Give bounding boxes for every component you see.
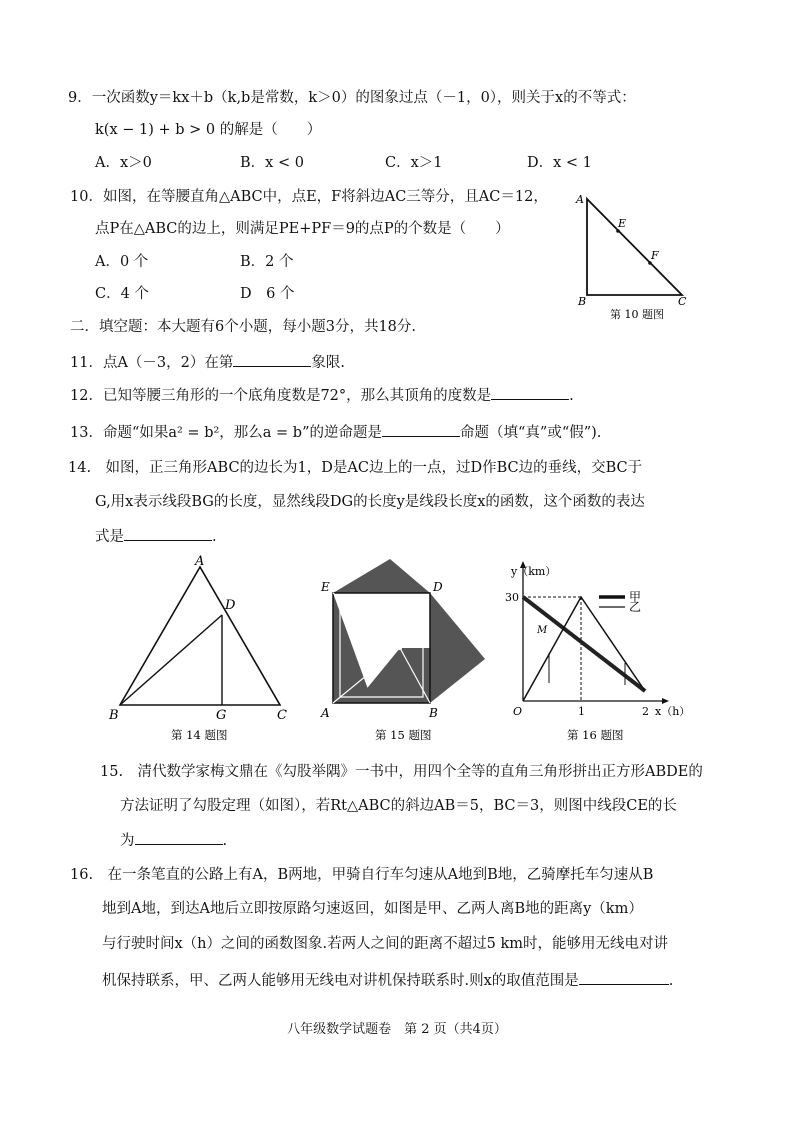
q15-label-d: D (433, 580, 443, 594)
q14-figure (105, 553, 295, 743)
q10-option-c: C．4 个 (95, 286, 149, 302)
q12-line (70, 384, 574, 406)
q9-line2: k(x − 1) + b > 0 的解是（ ） (95, 122, 322, 138)
q15-label-b: B (429, 706, 438, 720)
q13-line (70, 421, 601, 443)
q15-text-pre: 为 (120, 833, 135, 849)
q16-caption: 第 16 题图 (567, 728, 624, 742)
q10-label-f: F (651, 249, 659, 262)
q10-line2: 点P在△ABC的边上，则满足PE+PF＝9的点P的个数是（ ） (95, 221, 510, 237)
q16-figure (505, 553, 695, 743)
q15-caption: 第 15 题图 (375, 728, 432, 742)
q15-label-c: C (395, 634, 405, 648)
q14-caption: 第 14 题图 (171, 728, 228, 742)
q14-label-g: G (216, 708, 227, 723)
q16-legend-jia: 甲 (629, 590, 642, 604)
q9-option-d: D．x < 1 (527, 155, 592, 171)
q14-label-b: B (109, 708, 119, 723)
q10-option-b: B．2 个 (240, 254, 294, 270)
q16-xlabel: x（h） (655, 705, 691, 718)
q16-line4 (102, 969, 673, 991)
q16-ylabel: y（km） (511, 565, 557, 578)
q14-line3 (95, 525, 217, 547)
q15-answer-blank[interactable] (135, 829, 223, 845)
q12-text-post: . (569, 388, 574, 404)
q10-label-b: B (578, 295, 587, 308)
q16-x2: 2 (642, 705, 649, 718)
section2-heading: 二．填空题：本大题有6个小题，每小题3分，共18分. (70, 319, 417, 335)
q10-label-a: A (576, 193, 584, 206)
q9-option-c: C．x＞1 (385, 155, 443, 171)
q11-line (70, 351, 345, 373)
q12-text-pre: 12．已知等腰三角形的一个底角度数是72°，那么其顶角的度数是 (70, 388, 492, 404)
q14-line1: 14. 如图，正三角形ABC的边长为1，D是AC边上的一点，过D作BC边的垂线，交BC于 (68, 460, 643, 476)
q13-text-pre: 13．命题“如果a² = b²，那么a = b”的逆命题是 (70, 425, 382, 441)
q15-line3 (120, 829, 227, 851)
q11-text-post: 象限. (311, 355, 345, 371)
q10-option-d: D 6 个 (240, 286, 295, 302)
q9-option-a: A．x＞0 (95, 155, 152, 171)
q16-line3: 与行驶时间x（h）之间的函数图象.若两人之间的距离不超过5 km时，能够用无线电对讲 (102, 936, 668, 952)
q10-line1: 10．如图，在等腰直角△ABC中，点E，F将斜边AC三等分，且AC＝12， (70, 189, 548, 205)
q16-x1: 1 (578, 705, 585, 718)
q16-text-pre: 机保持联系，甲、乙两人能够用无线电对讲机保持联系时.则x的取值范围是 (102, 973, 579, 989)
q16-answer-blank[interactable] (579, 969, 669, 985)
q15-text-post: . (222, 833, 228, 849)
q16-origin: O (513, 705, 523, 718)
q16-line1: 16. 在一条笔直的公路上有A，B两地，甲骑自行车匀速从A地到B地，乙骑摩托车匀速从B (70, 867, 654, 883)
q14-label-c: C (277, 708, 287, 723)
q15-line2: 方法证明了勾股定理（如图），若Rt△ABC的斜边AB＝5，BC＝3，则图中线段CE的长 (120, 798, 677, 814)
q16-label-m: M (537, 625, 548, 636)
q14-text-post: . (212, 529, 217, 545)
q10-figure (570, 185, 700, 320)
q10-option-a: A．0 个 (95, 254, 149, 270)
q14-answer-blank[interactable] (124, 525, 212, 541)
q9-option-b: B．x < 0 (240, 155, 304, 171)
q13-text-post: 命题（填“真”或“假”). (460, 425, 602, 441)
q16-text-post: . (668, 973, 674, 989)
q15-label-a: A (321, 706, 330, 720)
q9-line1: 9．一次函数y＝kx＋b（k,b是常数，k＞0）的图象过点（－1，0），则关于x的不等式： (68, 90, 636, 106)
q16-line2: 地到A地，到达A地后立即按原路匀速返回，如图是甲、乙两人离B地的距离y（km） (102, 901, 643, 917)
q11-answer-blank[interactable] (233, 351, 311, 367)
q15-label-e: E (321, 580, 330, 594)
q10-caption: 第 10 题图 (610, 308, 664, 320)
q15-line1: 15. 清代数学家梅文鼎在《勾股举隅》一书中，用四个全等的直角三角形拼出正方形ABDE的 (100, 764, 703, 780)
q14-label-a: A (195, 554, 205, 569)
q12-answer-blank[interactable] (491, 384, 569, 400)
q15-figure (315, 553, 495, 743)
q16-legend-yi: 乙 (629, 600, 642, 614)
q10-label-e: E (618, 217, 627, 230)
q16-y30: 30 (505, 591, 519, 604)
q14-label-d: D (225, 598, 236, 613)
q13-answer-blank[interactable] (382, 421, 460, 437)
page-footer: 八年级数学试题卷 第 2 页（共4页） (287, 1022, 507, 1037)
q14-text-pre: 式是 (95, 529, 124, 545)
q11-text-pre: 11．点A（－3，2）在第 (70, 355, 234, 371)
q10-label-c: C (678, 295, 687, 308)
q14-line2: G,用x表示线段BG的长度，显然线段DG的长度y是线段长度x的函数，这个函数的表达 (95, 494, 645, 510)
